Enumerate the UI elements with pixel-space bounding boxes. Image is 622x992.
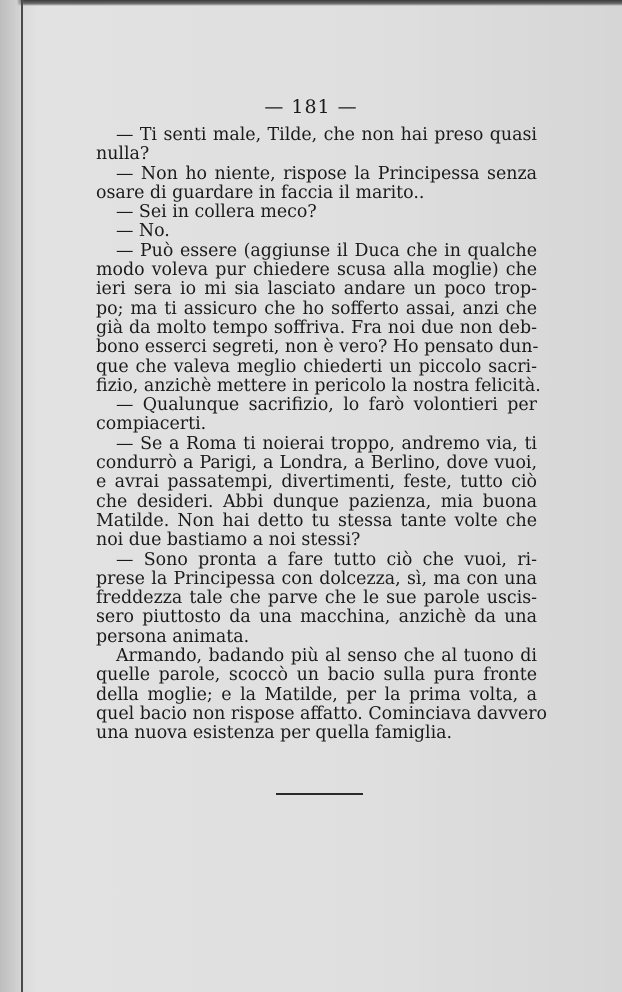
text-line: che desideri. Abbi dunque pazienza, mia buona xyxy=(96,491,537,512)
text-line: quelle parole, scoccò un bacio sulla pura fronte xyxy=(96,665,537,686)
end-rule xyxy=(276,793,363,795)
text-line: — Può essere (aggiunse il Duca che in qualche xyxy=(116,240,537,261)
text-line: osare di guardare in faccia il marito.. xyxy=(96,182,425,203)
text-line: già da molto tempo soffriva. Fra noi due non deb- xyxy=(96,317,537,338)
text-line: po; ma ti assicuro che ho sofferto assai, anzi che xyxy=(96,298,537,319)
text-line: — Ti senti male, Tilde, che non hai preso quasi xyxy=(116,125,537,145)
text-line: noi due bastiamo a noi stessi? xyxy=(96,530,361,551)
text-line: — Sei in collera meco? xyxy=(116,202,317,223)
text-line: freddezza tale che parve che le sue parole uscis- xyxy=(96,588,537,609)
text-line: compiacerti. xyxy=(96,414,207,435)
text-line: — Qualunque sacrifizio, lo farò volontieri per xyxy=(116,395,537,416)
binding-line xyxy=(21,0,23,992)
page-number: — 181 — xyxy=(264,96,358,118)
page-top-edge xyxy=(0,0,622,6)
text-line: condurrò a Parigi, a Londra, a Berlino, dove vuoi, xyxy=(96,453,537,474)
text-line: modo voleva pur chiedere scusa alla moglie) che xyxy=(96,260,537,281)
text-line: prese la Principessa con dolcezza, sì, ma con una xyxy=(96,568,537,589)
text-line: quel bacio non rispose affatto. Cominciava davvero xyxy=(96,703,547,724)
text-line: della moglie; e la Matilde, per la prima volta, a xyxy=(96,684,537,705)
text-line: fizio, anzichè mettere in pericolo la nostra felicità. xyxy=(96,375,541,396)
text-body xyxy=(96,125,547,744)
text-line: Matilde. Non hai detto tu stessa tante volte che xyxy=(96,510,537,531)
text-line: e avrai passatempi, divertimenti, feste, tutto ciò xyxy=(96,472,537,493)
text-line: sero piuttosto da una macchina, anzichè da una xyxy=(96,607,537,628)
text-line: — Non ho niente, rispose la Principessa senza xyxy=(116,163,537,184)
text-line: ieri sera io mi sia lasciato andare un poco trop- xyxy=(96,279,537,300)
text-line: que che valeva meglio chiederti un piccolo sacri- xyxy=(96,356,537,377)
text-line: persona animata. xyxy=(96,626,250,647)
text-line: nulla? xyxy=(96,144,150,165)
text-line: bono esserci segreti, non è vero? Ho pensato dun- xyxy=(96,337,539,358)
text-line: — Sono pronta a fare tutto ciò che vuoi, ri- xyxy=(116,549,537,570)
text-line: una nuova esistenza per quella famiglia. xyxy=(96,723,453,744)
text-line: — No. xyxy=(116,221,170,242)
text-line: — Se a Roma ti noierai troppo, andremo via, ti xyxy=(116,433,537,454)
text-line: Armando, badando più al senso che al tuono di xyxy=(116,646,537,667)
